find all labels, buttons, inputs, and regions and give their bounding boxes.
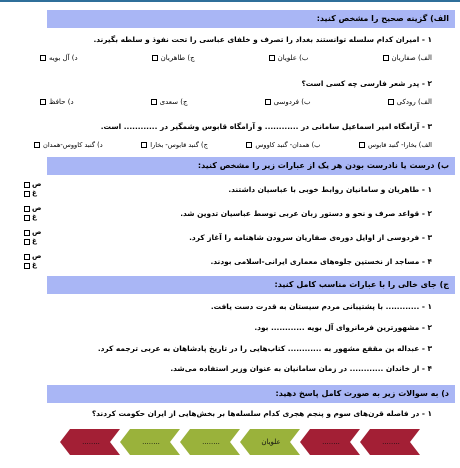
question-a3: ۳ - آرامگاه امیر اسماعیل سامانی در ............ و آرامگاه قابوس وشمگیر در ............ است. (100, 122, 432, 131)
true-false-b2: ص غ (24, 204, 46, 222)
option[interactable]: ج) سعدی (151, 96, 188, 108)
option[interactable]: ب) همدان- گنبد کاووس (246, 139, 320, 151)
checkbox-false[interactable] (24, 239, 30, 245)
option[interactable]: الف) رودکی (388, 96, 432, 108)
section-a-header: الف) گزینه صحیح را مشخص کنید: (47, 10, 455, 28)
checkbox[interactable] (388, 99, 394, 105)
chain-blank-3[interactable]: ........ (202, 438, 220, 446)
option[interactable]: د) گنبد کاووس-همدان (34, 139, 103, 151)
checkbox[interactable] (141, 142, 147, 148)
checkbox-true[interactable] (24, 230, 30, 236)
checkbox[interactable] (34, 142, 40, 148)
question-d1: ۱ - در فاصله قرن‌های سوم و پنجم هجری کدام سلسله‌ها بر بخش‌هایی از ایران حکومت کردند؟ (91, 409, 432, 418)
checkbox-true[interactable] (24, 182, 30, 188)
checkbox-false[interactable] (24, 191, 30, 197)
checkbox-false[interactable] (24, 215, 30, 221)
chain-blank-5[interactable]: ........ (82, 438, 100, 446)
checkbox-true[interactable] (24, 254, 30, 260)
statement-b1: ۱ - طاهریان و سامانیان روابط خوبی با عباسیان داشتند. (228, 185, 432, 194)
option[interactable]: ب) علویان (269, 52, 309, 64)
true-false-b3: ص غ (24, 228, 46, 246)
checkbox[interactable] (152, 55, 158, 61)
checkbox-false[interactable] (24, 263, 30, 269)
question-a2: ۲ - پدر شعر فارسی چه کسی است؟ (301, 79, 432, 88)
blank-c2: ۲ - مشهورترین فرمانروای آل بویه ............ بود. (254, 323, 432, 332)
true-false-b4: ص غ (24, 252, 46, 270)
option[interactable]: د) آل بویه (40, 52, 78, 64)
section-b-header: ب) درست یا نادرست بودن هر یک از عبارات زیر را مشخص کنید: (47, 157, 455, 175)
blank-c3: ۳ - عبداله بن مقفع مشهور به ............ کتاب‌هایی را در تاریخ پادشاهان به عربی ترجمه کرد. (97, 344, 432, 353)
option[interactable]: ب) فردوسی (265, 96, 311, 108)
option[interactable]: ج) طاهریان (152, 52, 195, 64)
question-a1-options (40, 52, 432, 64)
true-false-b1: ص غ (24, 180, 46, 198)
checkbox[interactable] (383, 55, 389, 61)
checkbox[interactable] (40, 55, 46, 61)
question-a2-options (40, 96, 432, 108)
top-border (0, 0, 460, 2)
checkbox[interactable] (40, 99, 46, 105)
chain-blank-4[interactable]: ........ (142, 438, 160, 446)
option[interactable]: الف) بخارا- گنبد قابوس (359, 139, 432, 151)
statement-b3: ۳ - فردوسی از اوایل دوره‌ی صفاریان سرودن شاهنامه را آغاز کرد. (189, 233, 432, 242)
option[interactable]: الف) صفاریان (383, 52, 433, 64)
checkbox[interactable] (265, 99, 271, 105)
dynasty-chain (58, 429, 420, 455)
question-a1: ۱ - امیران کدام سلسله توانستند بغداد را تصرف و خلفای عباسی را تحت نفوذ و سلطه بگیرند. (93, 35, 432, 44)
blank-c1: ۱ - ............ با پشتیبانی مردم سیستان به قدرت دست یافت. (210, 302, 432, 311)
checkbox[interactable] (151, 99, 157, 105)
statement-b4: ۴ - مساجد از نخستین جلوه‌های معماری ایرانی-اسلامی بودند. (210, 257, 432, 266)
blank-c4: ۴ - از خاندان ............ در زمان سامانیان به عنوان وزیر استفاده می‌شد. (170, 364, 432, 373)
checkbox[interactable] (246, 142, 252, 148)
chain-item-alavian: علویان (261, 438, 281, 446)
section-c-header: ج) جای خالی را با عبارات مناسب کامل کنید: (47, 276, 455, 294)
option[interactable]: د) حافظ (40, 96, 74, 108)
option[interactable]: ج) گنبد قابوس- بخارا (141, 139, 208, 151)
section-d-header: د) به سوالات زیر به صورت کامل پاسخ دهید: (47, 385, 455, 403)
checkbox-true[interactable] (24, 206, 30, 212)
checkbox[interactable] (359, 142, 365, 148)
chain-blank-2[interactable]: ........ (322, 438, 340, 446)
chain-blank-1[interactable]: ........ (382, 438, 400, 446)
statement-b2: ۲ - قواعد صرف و نحو و دستور زبان عربی توسط عباسیان تدوین شد. (180, 209, 432, 218)
question-a3-options (34, 139, 432, 151)
checkbox[interactable] (269, 55, 275, 61)
